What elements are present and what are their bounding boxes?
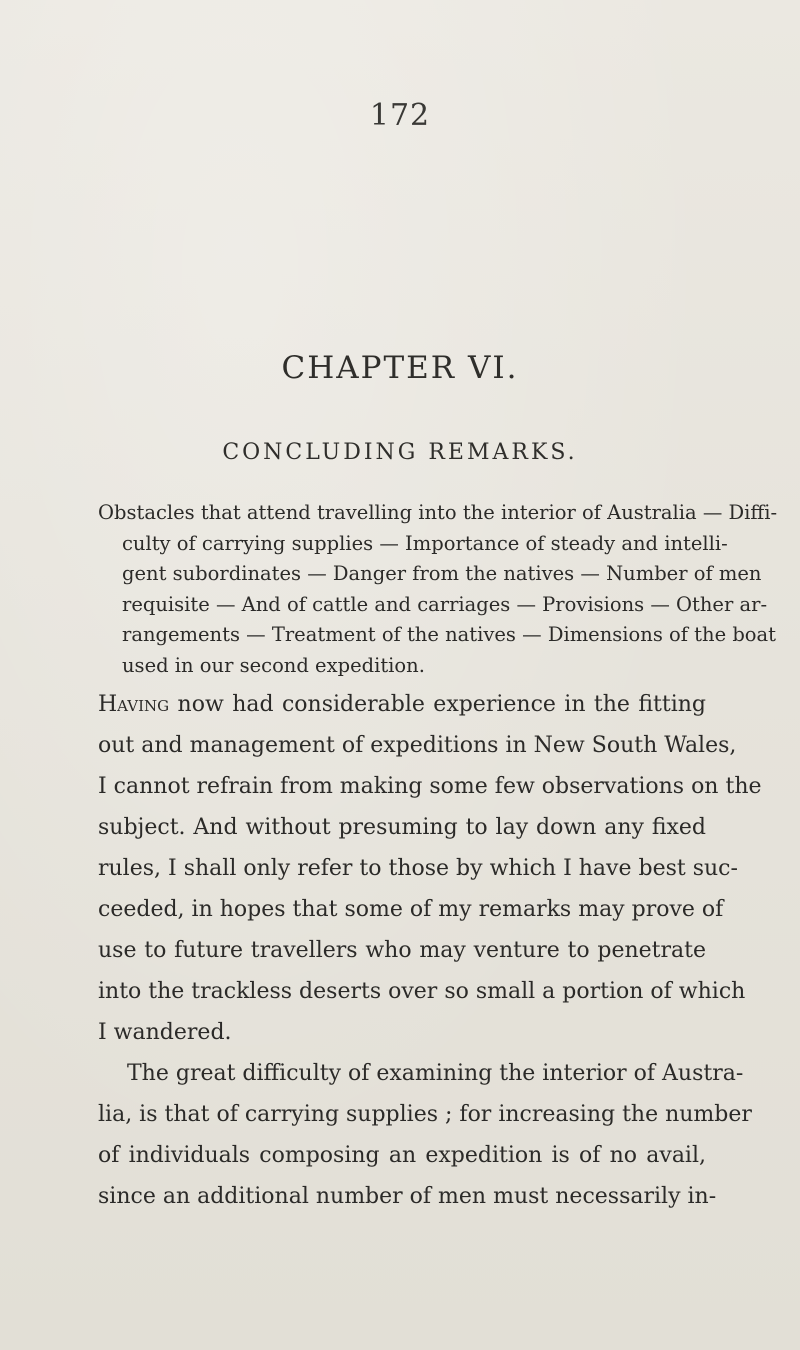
page-number: 172 bbox=[369, 98, 431, 133]
body-line: lia, is that of carrying supplies ; for increasing the number bbox=[98, 1102, 752, 1127]
synopsis-line: gent subordinates — Danger from the natives — Number of men bbox=[122, 562, 762, 585]
body-line: I cannot refrain from making some few observations on the bbox=[98, 774, 762, 799]
opening-word: Having bbox=[98, 692, 170, 717]
body-line: out and management of expeditions in New South Wales, bbox=[98, 733, 737, 758]
section-heading: CONCLUDING REMARKS. bbox=[222, 440, 578, 465]
chapter-synopsis bbox=[98, 498, 778, 681]
synopsis-line: used in our second expedition. bbox=[122, 653, 425, 677]
body-line: ceeded, in hopes that some of my remarks may prove of bbox=[98, 897, 724, 922]
body-text bbox=[98, 684, 762, 1217]
first-line-rest: now had considerable experience in the fitting bbox=[169, 692, 706, 717]
body-line: use to future travellers who may venture to penetrate bbox=[98, 938, 706, 963]
body-line: of individuals composing an expedition is of no avail, bbox=[98, 1143, 706, 1168]
body-line: subject. And without presuming to lay down any fixed bbox=[98, 815, 706, 840]
synopsis-line: requisite — And of cattle and carriages — Provisions — Other ar- bbox=[122, 592, 768, 616]
chapter-heading: CHAPTER VI. bbox=[281, 350, 519, 386]
body-line: rules, I shall only refer to those by which I have best suc- bbox=[98, 856, 738, 881]
synopsis-line: rangements — Treatment of the natives — Dimensions of the boat bbox=[122, 623, 777, 646]
synopsis-line: Obstacles that attend travelling into the interior of Australia — Diffi- bbox=[98, 501, 778, 524]
body-line: since an additional number of men must necessarily in- bbox=[98, 1184, 717, 1209]
body-line: into the trackless deserts over so small a portion of which bbox=[98, 979, 746, 1004]
synopsis-line: culty of carrying supplies — Importance of steady and intelli- bbox=[122, 531, 728, 555]
body-line: I wandered. bbox=[98, 1020, 232, 1045]
body-line-first bbox=[98, 684, 706, 725]
body-line: The great difficulty of examining the interior of Austra- bbox=[127, 1061, 744, 1086]
